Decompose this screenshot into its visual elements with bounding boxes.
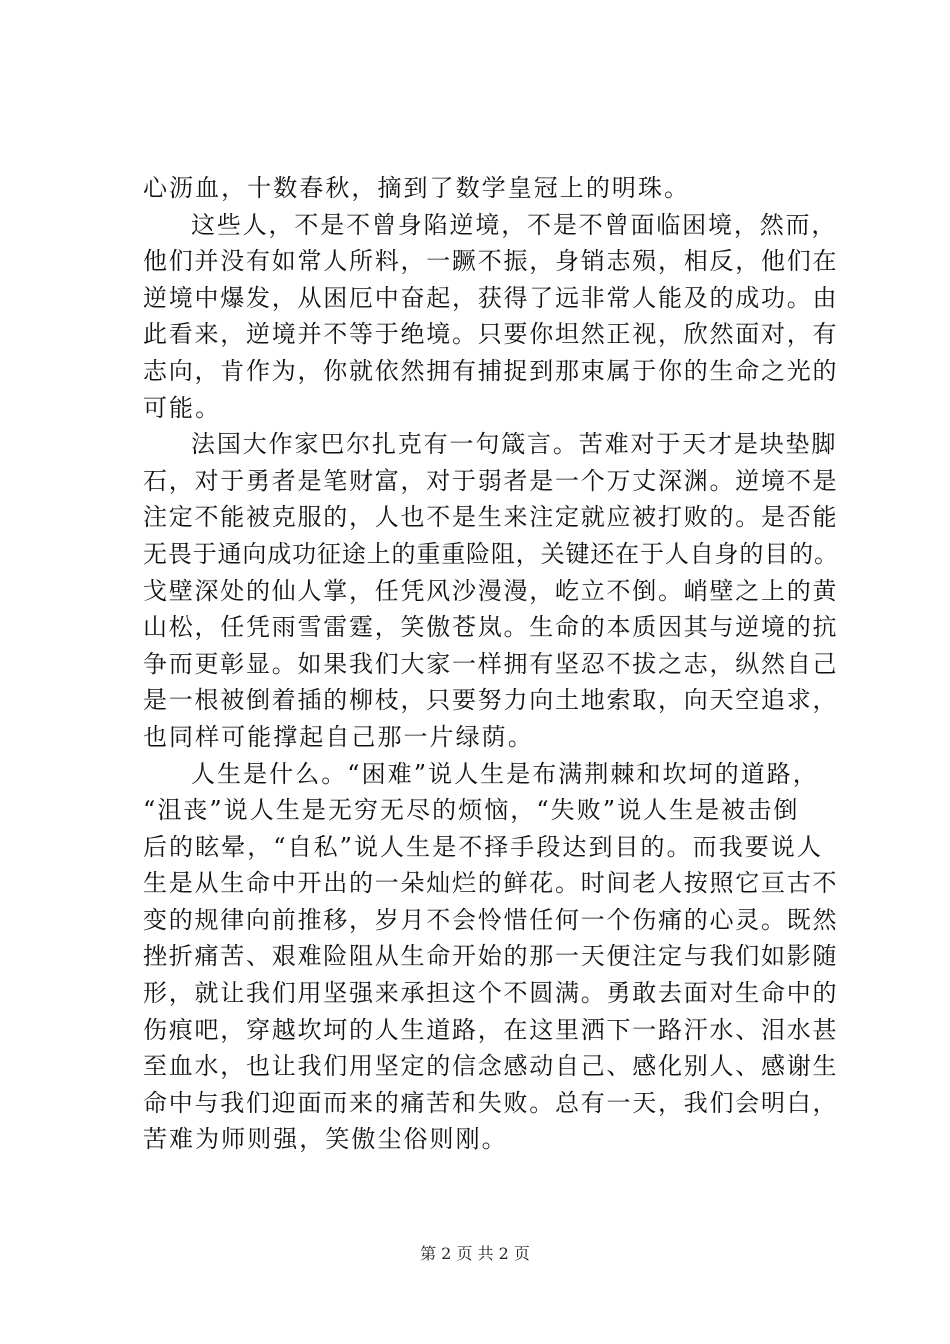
- text-line: 无畏于通向成功征途上的重重险阻，关键还在于人自身的目的。: [143, 539, 839, 568]
- text-line: 志向，肯作为，你就依然拥有捕捉到那束属于你的生命之光的: [143, 356, 839, 385]
- text-line: 挫折痛苦、艰难险阻从生命开始的那一天便注定与我们如影随: [143, 942, 839, 971]
- text-line: 命中与我们迎面而来的痛苦和失败。总有一天，我们会明白，: [143, 1088, 839, 1117]
- text-line: 变的规律向前推移，岁月不会怜惜任何一个伤痛的心灵。既然: [143, 905, 839, 934]
- text-line: 苦难为师则强，笑傲尘俗则刚。: [143, 1125, 508, 1154]
- text-line: 逆境中爆发，从困厄中奋起，获得了远非常人能及的成功。由: [143, 283, 839, 312]
- text-line: 至血水，也让我们用坚定的信念感动自己、感化别人、感谢生: [143, 1052, 839, 1081]
- text-line: 注定不能被克服的，人也不是生来注定就应被打败的。是否能: [143, 503, 839, 532]
- text-line: 后的眩晕，“自私”说人生是不择手段达到目的。而我要说人: [143, 832, 823, 861]
- text-line: 石，对于勇者是笔财富，对于弱者是一个万丈深渊。逆境不是: [143, 466, 839, 495]
- text-line: 这些人，不是不曾身陷逆境，不是不曾面临困境，然而，: [191, 210, 838, 239]
- text-line: 可能。: [143, 393, 222, 422]
- text-line: 人生是什么。“困难”说人生是布满荆棘和坎坷的道路，: [191, 759, 819, 788]
- text-line: 此看来，逆境并不等于绝境。只要你坦然正视，欣然面对，有: [143, 320, 839, 349]
- text-line: 也同样可能撑起自己那一片绿荫。: [143, 722, 534, 751]
- text-line: 形，就让我们用坚强来承担这个不圆满。勇敢去面对生命中的: [143, 979, 839, 1008]
- text-line: 是一根被倒着插的柳枝，只要努力向土地索取，向天空追求，: [143, 686, 839, 715]
- text-line: 生是从生命中开出的一朵灿烂的鲜花。时间老人按照它亘古不: [143, 869, 839, 898]
- text-line: 戈壁深处的仙人掌，任凭风沙漫漫，屹立不倒。峭壁之上的黄: [143, 576, 839, 605]
- text-line: 法国大作家巴尔扎克有一句箴言。苦难对于天才是块垫脚: [191, 430, 838, 459]
- text-line: 伤痕吧，穿越坎坷的人生道路，在这里洒下一路汗水、泪水甚: [143, 1015, 839, 1044]
- text-line: 争而更彰显。如果我们大家一样拥有坚忍不拔之志，纵然自己: [143, 649, 839, 678]
- text-line: 心沥血，十数春秋，摘到了数学皇冠上的明珠。: [143, 174, 691, 202]
- text-line: 他们并没有如常人所料，一蹶不振，身销志殒，相反，他们在: [143, 247, 839, 276]
- page-number-footer: 第 2 页 共 2 页: [420, 1244, 530, 1263]
- text-line: 山松，任凭雨雪雷霆，笑傲苍岚。生命的本质因其与逆境的抗: [143, 613, 839, 642]
- text-line: “沮丧”说人生是无穷无尽的烦恼，“失败”说人生是被击倒: [143, 796, 800, 825]
- body-text: [143, 170, 838, 1158]
